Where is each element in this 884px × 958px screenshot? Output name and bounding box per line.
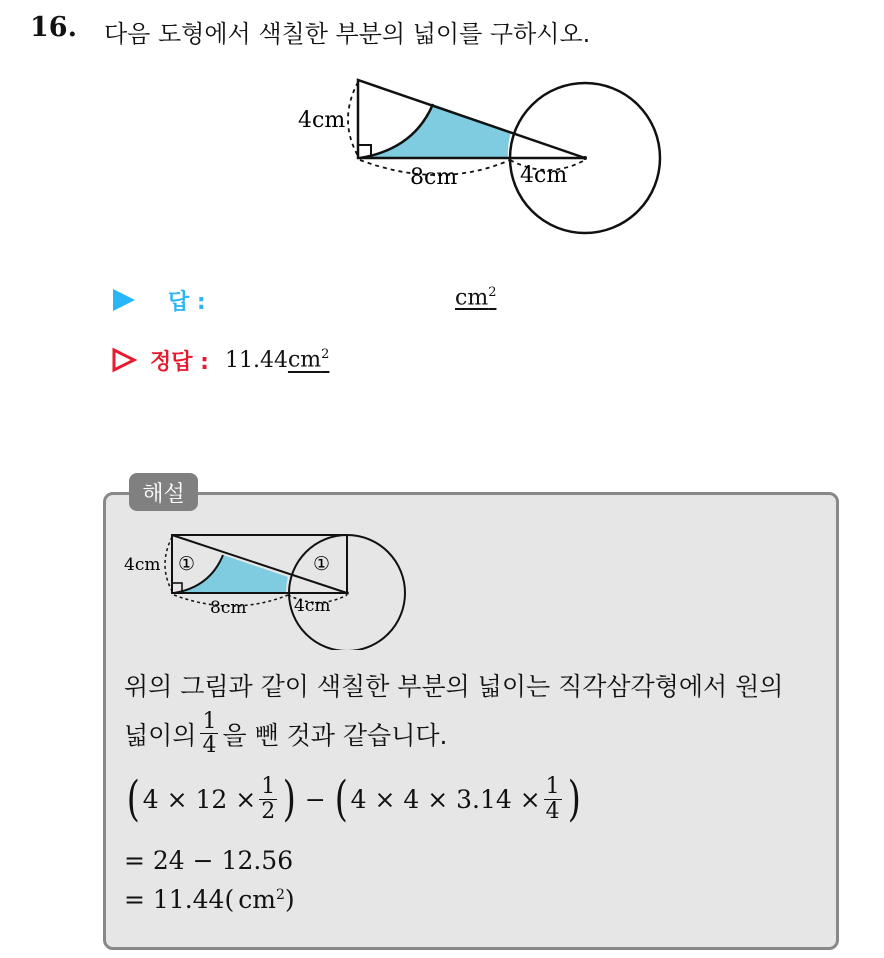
quarter-fraction (200, 710, 218, 757)
height-dashed-arc (348, 82, 358, 156)
fraction-quarter (544, 775, 562, 822)
problem-figure (290, 70, 680, 240)
play-triangle-icon (110, 286, 138, 314)
calc-part-2: 4 × 4 × 3.14 × (350, 784, 541, 814)
explanation-figure (118, 525, 418, 650)
exp-marker-left: ① (178, 553, 196, 575)
correct-unit-text: cm (287, 347, 322, 373)
open-paren-2: ( (334, 771, 348, 827)
open-paren-1: ( (126, 771, 140, 827)
step3-exp: 2 (275, 887, 285, 903)
step3-value: = 11.44( (124, 885, 235, 914)
exp-height-dashed (165, 537, 172, 591)
exp-marker-right: ① (313, 553, 331, 575)
answer-unit-text: cm (455, 285, 489, 311)
explanation-badge: 해설 (129, 473, 198, 511)
correct-unit-exp: 2 (321, 347, 330, 363)
fraction-half-den: 2 (261, 798, 276, 824)
line2-prefix: 넓이의 (124, 720, 197, 750)
correct-label: 정답 : (150, 349, 209, 375)
calc-minus: − (304, 784, 326, 814)
question-text: 다음 도형에서 색칠한 부분의 넓이를 구하시오. (104, 20, 591, 48)
center-point (583, 156, 587, 160)
answer-row (110, 285, 206, 315)
calc-step-3 (124, 885, 295, 914)
shaded-region (360, 104, 511, 158)
explanation-line-1: 위의 그림과 같이 색칠한 부분의 넓이는 직각삼각형에서 원의 (124, 672, 784, 701)
answer-unit-exp: 2 (488, 285, 497, 300)
step3-unit: cm (238, 885, 276, 914)
calc-part-1: 4 × 12 × (142, 784, 257, 814)
exp-base-label: 8cm (210, 598, 247, 618)
exp-radius-label: 4cm (294, 596, 331, 616)
quarter-fraction-den: 4 (202, 733, 217, 759)
base-label: 8cm (410, 165, 458, 190)
correct-value: 11.44 (224, 347, 288, 373)
step3-close: ) (284, 885, 295, 914)
fraction-quarter-num: 1 (545, 774, 560, 800)
radius-label: 4cm (520, 163, 568, 188)
correct-unit (288, 347, 329, 372)
explanation-line-2 (124, 710, 447, 757)
calc-line (124, 771, 583, 827)
question-number: 16. (30, 12, 77, 43)
answer-label: 답 : (168, 289, 206, 315)
outline-triangle-icon (110, 346, 138, 374)
calc-step-2: = 24 − 12.56 (124, 846, 294, 875)
height-label: 4cm (298, 108, 346, 133)
line2-suffix: 을 뺀 것과 같습니다. (222, 720, 448, 750)
close-paren-1: ) (282, 771, 297, 827)
answer-unit (455, 285, 496, 310)
exp-height-label: 4cm (124, 555, 161, 575)
close-paren-2: ) (567, 771, 581, 827)
exp-center-point (345, 591, 349, 595)
fraction-half-num: 1 (261, 774, 276, 800)
fraction-quarter-den: 4 (545, 798, 560, 824)
correct-row (110, 345, 329, 375)
quarter-fraction-num: 1 (202, 709, 217, 734)
fraction-half (259, 775, 277, 822)
